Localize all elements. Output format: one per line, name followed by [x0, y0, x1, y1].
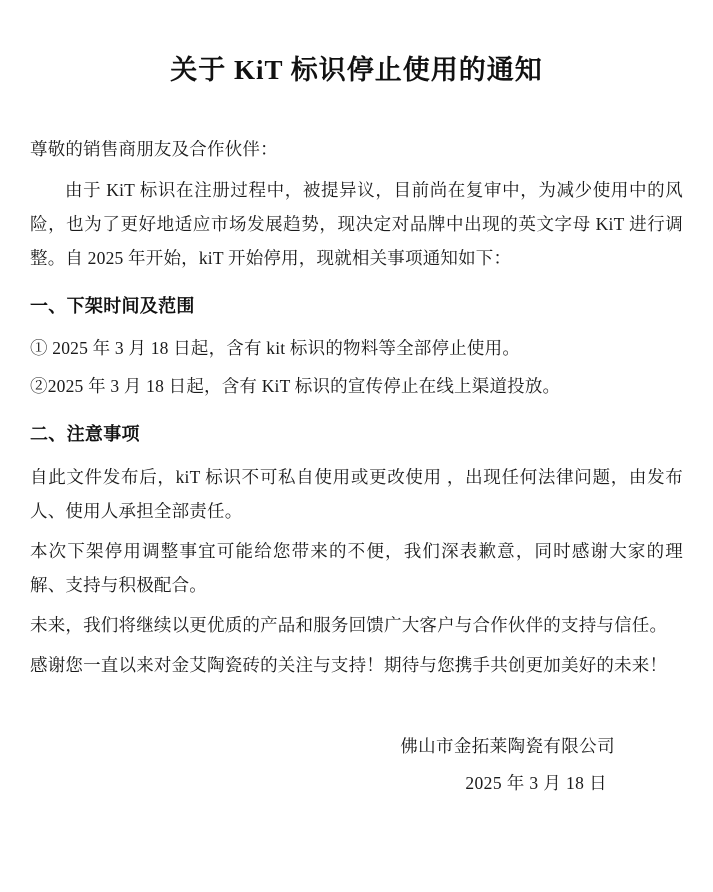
page-bottom-margin: [30, 802, 683, 892]
signature-block: [30, 728, 683, 802]
signature-company: 佛山市金拓莱陶瓷有限公司: [400, 736, 615, 757]
section-heading-1: 一、下架时间及范围: [30, 295, 195, 316]
page-title: 关于 KiT 标识停止使用的通知: [170, 55, 543, 85]
document-body: [30, 132, 683, 682]
section-2-item-4: 感谢您一直以来对金艾陶瓷砖的关注与支持！期待与您携手共创更加美好的未来！: [30, 655, 668, 676]
section-1-item-2: ②2025 年 3 月 18 日起，含有 KiT 标识的宣传停止在线上渠道投放。: [30, 376, 561, 397]
section-1-item-1: ① 2025 年 3 月 18 日起，含有 kit 标识的物料等全部停止使用。: [30, 338, 521, 359]
signature-date: 2025 年 3 月 18 日: [465, 773, 607, 794]
intro-paragraph: 由于 KiT 标识在注册过程中，被提异议，目前尚在复审中，为减少使用中的风险，也为了更好地适应市场发展趋势，现决定对品牌中出现的英文字母 KiT 进行调整。自 2025 年开始，kiT 开始停用，现就相关事项通知如下：: [30, 179, 683, 268]
section-2-item-1: 自此文件发布后，kiT 标识不可私自使用或更改使用 ，出现任何法律问题，由发布人、使用人承担全部责任。: [30, 466, 683, 521]
section-2-item-2: 本次下架停用调整事宜可能给您带来的不便，我们深表歉意，同时感谢大家的理解、支持与积极配合。: [30, 540, 683, 595]
salutation: 尊敬的销售商朋友及合作伙伴：: [30, 139, 278, 160]
section-2-item-3: 未来，我们将继续以更优质的产品和服务回馈广大客户与合作伙伴的支持与信任。: [30, 615, 668, 636]
section-heading-2: 二、注意事项: [30, 424, 140, 445]
